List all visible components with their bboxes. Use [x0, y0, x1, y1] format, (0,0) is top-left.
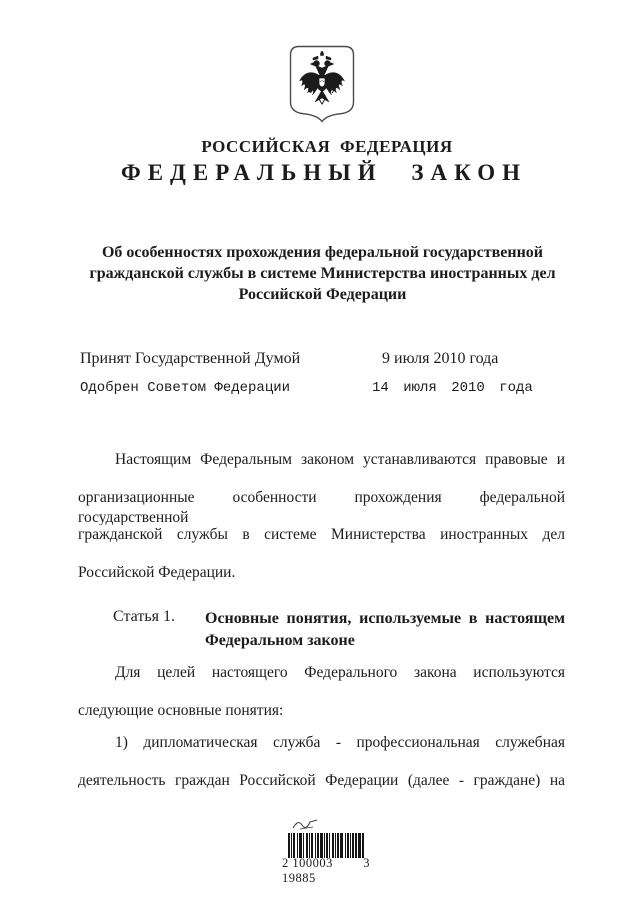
- law-title-line: гражданской службы в системе Министерства иностранных дел: [89, 265, 556, 282]
- barcode-check-digit: 3: [363, 856, 370, 870]
- paragraph-line: организационные особенности прохождения федеральной государственной: [78, 488, 565, 525]
- law-title: [70, 242, 575, 305]
- barcode-bars: [288, 833, 364, 858]
- barcode-digits: [282, 856, 370, 886]
- approved-by-council-label: Одобрен Советом Федерации: [80, 380, 291, 396]
- adopted-by-duma-label: Принят Государственной Думой: [80, 350, 301, 367]
- article-title-line: Основные понятия, используемые в настоящем: [205, 610, 565, 627]
- law-type-heading: ФЕДЕРАЛЬНЫЙ ЗАКОН: [120, 160, 528, 185]
- paragraph-line: 1) дипломатическая служба - профессиональная служебная: [115, 734, 565, 751]
- paragraph-line: следующие основные понятия:: [78, 701, 284, 719]
- barcode-number: 2 100003 19885: [282, 856, 333, 885]
- intro-paragraph: [78, 450, 565, 600]
- stamp-mark-icon: [291, 816, 319, 832]
- article-1-title: [205, 608, 565, 652]
- country-heading: РОССИЙСКАЯ ФЕДЕРАЦИЯ: [201, 137, 453, 156]
- paragraph-line: Для целей настоящего Федерального закона используются: [115, 664, 565, 681]
- paragraph-line: Российской Федерации.: [78, 563, 236, 581]
- law-title-line: Об особенностях прохождения федеральной государственной: [101, 244, 544, 261]
- paragraph-line: деятельность граждан Российской Федерации (далее - граждане) на: [78, 771, 565, 789]
- law-title-line: Российской Федерации: [238, 286, 407, 303]
- paragraph-line: гражданской службы в системе Министерства иностранных дел: [78, 526, 565, 543]
- adopted-by-duma-date: 9 июля 2010 года: [382, 350, 499, 367]
- definition-item-1-paragraph: [78, 733, 565, 808]
- definitions-intro-paragraph: [78, 663, 565, 738]
- article-title-line: Федеральном законе: [205, 632, 355, 649]
- approved-by-council-date: 14 июля 2010 года: [372, 380, 533, 396]
- article-1-label: Статья 1.: [113, 608, 175, 625]
- paragraph-line: Настоящим Федеральным законом устанавливаются правовые и: [115, 451, 565, 468]
- coat-of-arms-icon: [289, 45, 355, 123]
